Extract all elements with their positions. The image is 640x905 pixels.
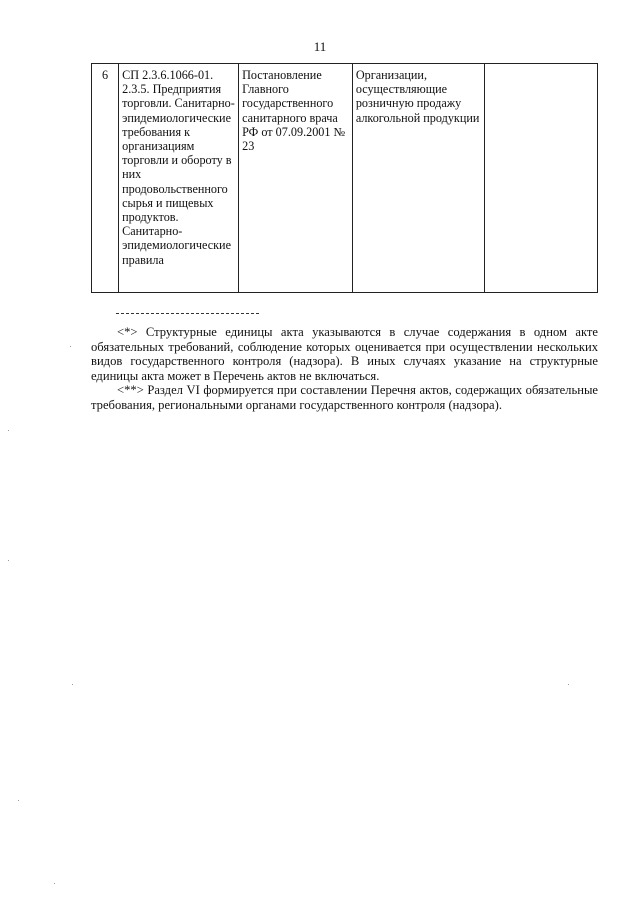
- footnote-separator: [116, 313, 259, 314]
- scan-speck: [568, 684, 569, 685]
- regulated-subjects-cell: Организации, осуществляющие розничную продажу алкогольной продукции: [352, 64, 484, 293]
- scan-speck: [70, 346, 71, 347]
- page-number: 11: [313, 39, 327, 54]
- row-number-cell: 6: [92, 64, 119, 293]
- structural-units-cell: [485, 64, 598, 293]
- scan-speck: [18, 800, 19, 801]
- act-name-cell: СП 2.3.6.1066-01. 2.3.5. Предприятия торговли. Санитарно-эпидемиологические требования к организациям торговли и обороту в них продовольственного сырья и пищевых продуктов. Санитарно-эпидемиологические правила: [119, 64, 239, 293]
- footnotes: [91, 325, 598, 413]
- footnote-1: <*> Структурные единицы акта указываются в случае содержания в одном акте обязательных требований, соблюдение которых оценивается при осуществлении нескольких видов государственного контроля (надзора). В иных случаях указание на структурные единицы акта может в Перечень актов не включаться.: [91, 325, 598, 383]
- table-row: [92, 64, 598, 293]
- footnote-2: <**> Раздел VI формируется при составлении Перечня актов, содержащих обязательные требования, региональными органами государственного контроля (надзора).: [91, 383, 598, 412]
- scan-speck: [54, 883, 55, 884]
- scan-speck: [8, 560, 9, 561]
- scan-speck: [8, 430, 9, 431]
- acts-table: [91, 63, 598, 293]
- scan-speck: [72, 684, 73, 685]
- approving-document-cell: Постановление Главного государственного санитарного врача РФ от 07.09.2001 № 23: [239, 64, 353, 293]
